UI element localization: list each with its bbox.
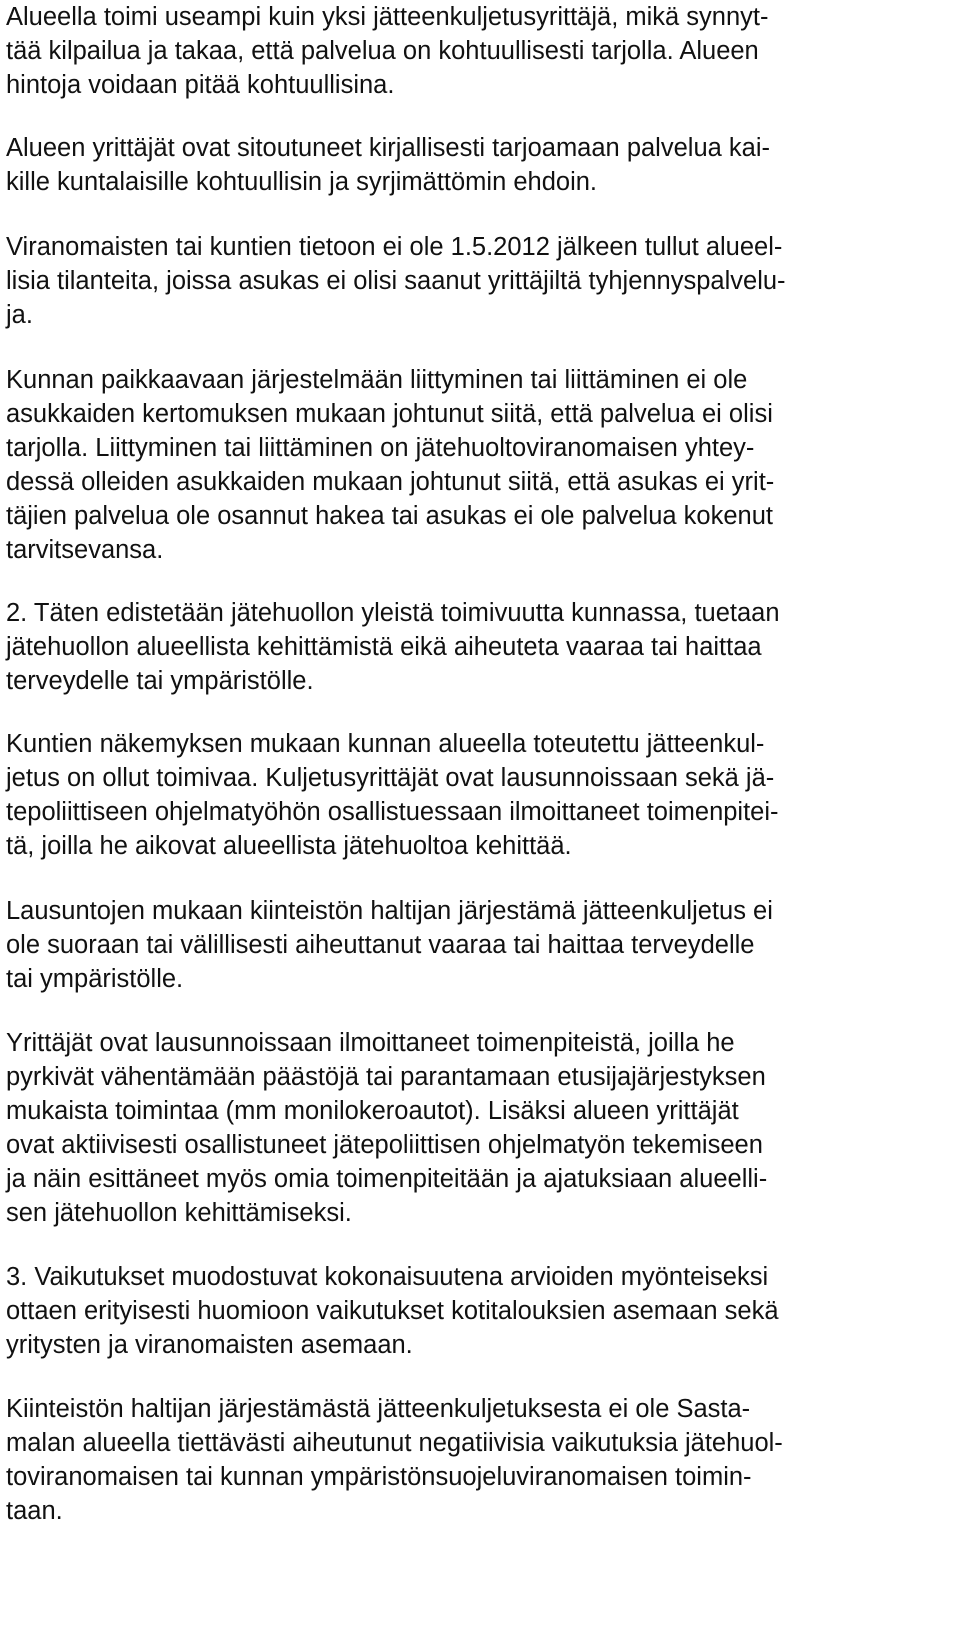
paragraph-9-line-1: 3. Vaikutukset muodostuvat kokonaisuutena arvioiden myönteiseksi — [6, 1263, 769, 1291]
paragraph-5-line-3: terveydelle tai ympäristölle. — [6, 667, 314, 695]
paragraph-10-line-4: taan. — [6, 1497, 63, 1525]
paragraph-7-line-2: ole suoraan tai välillisesti aiheuttanut vaaraa tai haittaa terveydelle — [6, 931, 755, 959]
paragraph-6-line-3: tepoliittiseen ohjelmatyöhön osallistuessaan ilmoittaneet toimenpitei- — [6, 798, 779, 826]
paragraph-8-line-6: sen jätehuollon kehittämiseksi. — [6, 1199, 352, 1227]
paragraph-3-line-2: lisia tilanteita, joissa asukas ei olisi saanut yrittäjiltä tyhjennyspalvelu- — [6, 267, 786, 295]
paragraph-8-line-2: pyrkivät vähentämään päästöjä tai parantamaan etusijajärjestyksen — [6, 1063, 766, 1091]
paragraph-3-line-1: Viranomaisten tai kuntien tietoon ei ole 1.5.2012 jälkeen tullut alueel- — [6, 233, 783, 261]
paragraph-4-line-4: dessä olleiden asukkaiden mukaan johtunut siitä, että asukas ei yrit- — [6, 468, 775, 496]
paragraph-6-line-4: tä, joilla he aikovat alueellista jätehuoltoa kehittää. — [6, 832, 572, 860]
paragraph-6-line-1: Kuntien näkemyksen mukaan kunnan alueella toteutettu jätteenkul- — [6, 730, 765, 758]
paragraph-4-line-6: tarvitsevansa. — [6, 536, 164, 564]
paragraph-7-line-1: Lausuntojen mukaan kiinteistön haltijan järjestämä jätteenkuljetus ei — [6, 897, 773, 925]
paragraph-8-line-5: ja näin esittäneet myös omia toimenpiteitään ja ajatuksiaan alueelli- — [6, 1165, 768, 1193]
paragraph-8-line-3: mukaista toimintaa (mm monilokeroautot). Lisäksi alueen yrittäjät — [6, 1097, 739, 1125]
paragraph-3-line-3: ja. — [6, 301, 33, 329]
paragraph-8-line-1: Yrittäjät ovat lausunnoissaan ilmoittaneet toimenpiteistä, joilla he — [6, 1029, 735, 1057]
paragraph-6-line-2: jetus on ollut toimivaa. Kuljetusyrittäjät ovat lausunnoissaan sekä jä- — [6, 764, 775, 792]
paragraph-10-line-2: malan alueella tiettävästi aiheutunut negatiivisia vaikutuksia jätehuol- — [6, 1429, 783, 1457]
paragraph-4-line-2: asukkaiden kertomuksen mukaan johtunut siitä, että palvelua ei olisi — [6, 400, 773, 428]
paragraph-1-line-2: tää kilpailua ja takaa, että palvelua on kohtuullisesti tarjolla. Alueen — [6, 37, 759, 65]
paragraph-9-line-2: ottaen erityisesti huomioon vaikutukset kotitalouksien asemaan sekä — [6, 1297, 779, 1325]
paragraph-2-line-2: kille kuntalaisille kohtuullisin ja syrjimättömin ehdoin. — [6, 168, 598, 196]
paragraph-10-line-1: Kiinteistön haltijan järjestämästä jätteenkuljetuksesta ei ole Sasta- — [6, 1395, 751, 1423]
paragraph-9-line-3: yritysten ja viranomaisten asemaan. — [6, 1331, 413, 1359]
paragraph-1-line-1: Alueella toimi useampi kuin yksi jätteenkuljetusyrittäjä, mikä synnyt- — [6, 3, 769, 31]
paragraph-4-line-3: tarjolla. Liittyminen tai liittäminen on jätehuoltoviranomaisen yhtey- — [6, 434, 755, 462]
paragraph-4-line-5: täjien palvelua ole osannut hakea tai asukas ei ole palvelua kokenut — [6, 502, 773, 530]
paragraph-7-line-3: tai ympäristölle. — [6, 965, 184, 993]
paragraph-4-line-1: Kunnan paikkaavaan järjestelmään liittyminen tai liittäminen ei ole — [6, 366, 748, 394]
paragraph-10-line-3: toviranomaisen tai kunnan ympäristönsuojeluviranomaisen toimin- — [6, 1463, 752, 1491]
paragraph-2-line-1: Alueen yrittäjät ovat sitoutuneet kirjallisesti tarjoamaan palvelua kai- — [6, 134, 770, 162]
paragraph-5-line-1: 2. Täten edistetään jätehuollon yleistä toimivuutta kunnassa, tuetaan — [6, 599, 780, 627]
paragraph-1-line-3: hintoja voidaan pitää kohtuullisina. — [6, 71, 395, 99]
paragraph-5-line-2: jätehuollon alueellista kehittämistä eikä aiheuteta vaaraa tai haittaa — [6, 633, 762, 661]
paragraph-8-line-4: ovat aktiivisesti osallistuneet jätepoliittisen ohjelmatyön tekemiseen — [6, 1131, 763, 1159]
